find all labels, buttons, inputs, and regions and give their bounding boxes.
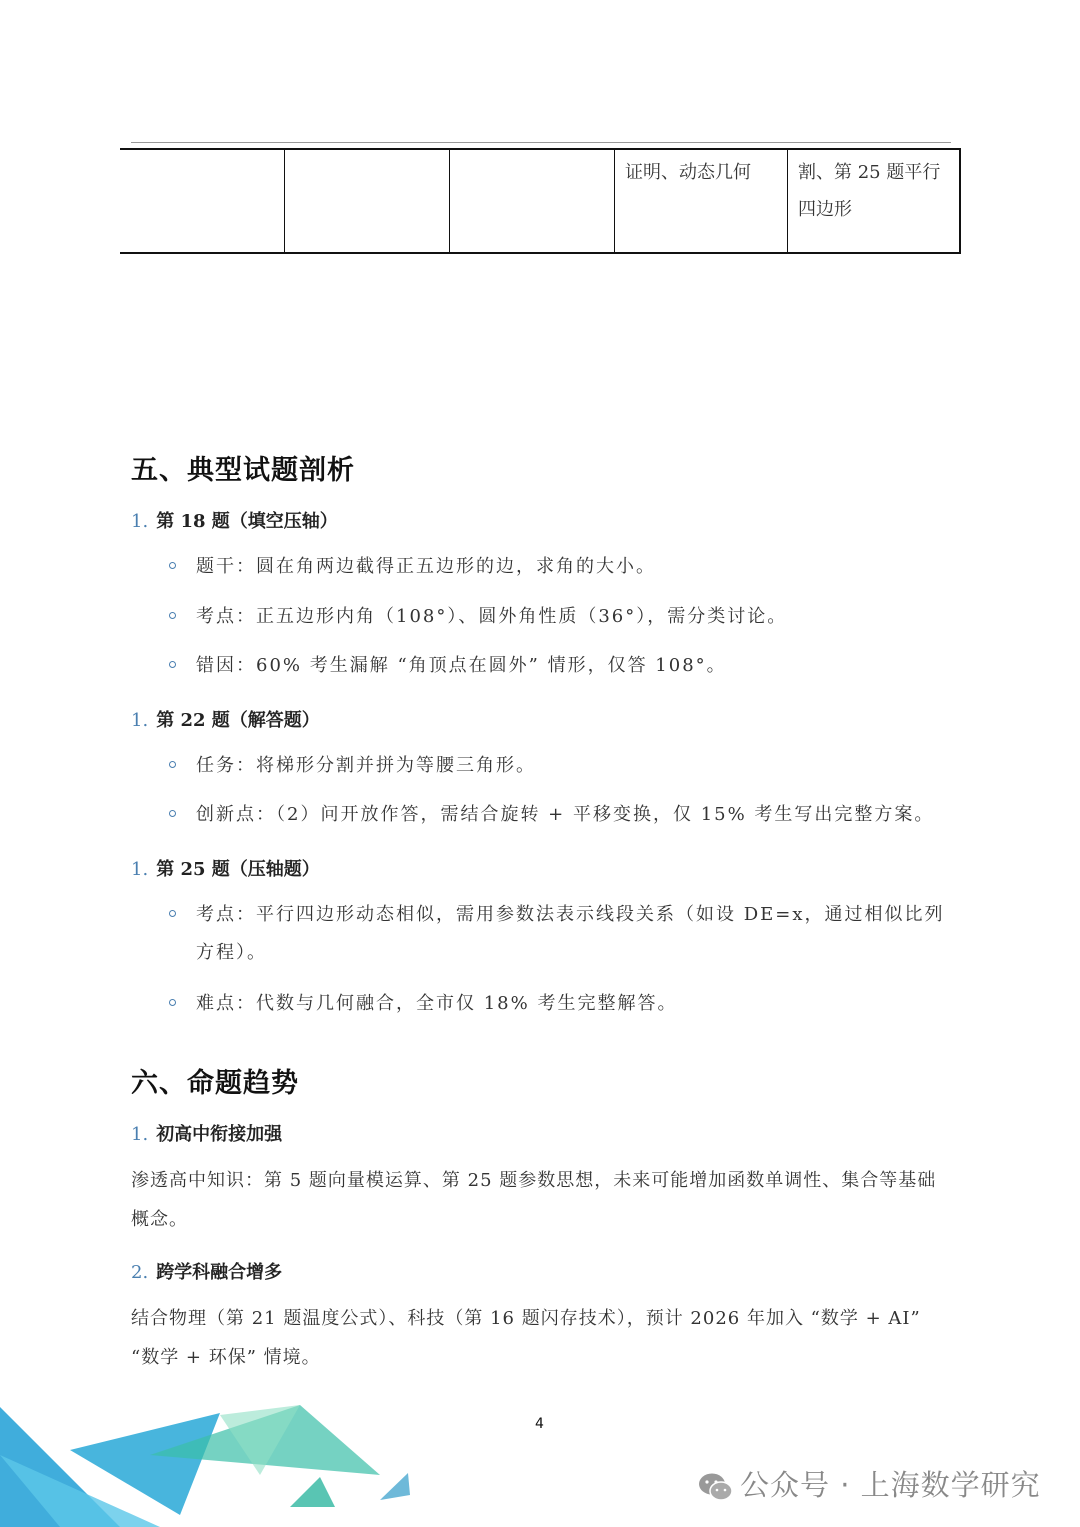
table-cell: 证明、动态几何 xyxy=(615,149,788,253)
item-title: 第 22 题（解答题） xyxy=(156,710,320,731)
item-title: 第 25 题（压轴题） xyxy=(156,859,320,880)
bullet-item: 创新点：（2）问开放作答，需结合旋转 + 平移变换，仅 15% 考生写出完整方案。 xyxy=(169,796,949,834)
bullet-item: 题干：圆在角两边截得正五边形的边，求角的大小。 xyxy=(169,548,949,586)
item-number: 2. xyxy=(131,1262,149,1283)
section-heading: 五、典型试题剖析 xyxy=(131,455,355,486)
deco-triangle xyxy=(290,1477,335,1507)
bullet-item: 考点：平行四边形动态相似，需用参数法表示线段关系（如设 DE=x，通过相似比列方程）。 xyxy=(169,896,949,972)
numbered-item xyxy=(131,855,320,881)
paragraph: 渗透高中知识：第 5 题向量模运算、第 25 题参数思想，未来可能增加函数单调性、集合等基础概念。 xyxy=(131,1170,937,1230)
deco-triangle xyxy=(380,1473,410,1500)
bullet-icon xyxy=(169,910,176,917)
section-heading: 六、命题趋势 xyxy=(131,1068,299,1099)
continued-table xyxy=(120,148,961,254)
watermark xyxy=(698,1463,1041,1504)
numbered-item xyxy=(131,1120,282,1146)
bullet-icon xyxy=(169,562,176,569)
item-number: 1. xyxy=(131,710,149,731)
wechat-icon xyxy=(698,1472,734,1502)
header-rule xyxy=(131,142,951,143)
footer-decoration xyxy=(0,1395,480,1527)
table-row xyxy=(120,149,960,253)
bullet-item: 难点：代数与几何融合，全市仅 18% 考生完整解答。 xyxy=(169,985,949,1023)
numbered-item xyxy=(131,507,338,533)
bullet-item: 考点：正五边形内角（108°）、圆外角性质（36°），需分类讨论。 xyxy=(169,598,949,636)
table-cell: 割、第 25 题平行四边形 xyxy=(788,149,961,253)
bullet-item: 错因：60% 考生漏解 “角顶点在圆外” 情形，仅答 108°。 xyxy=(169,647,949,685)
item-title: 第 18 题（填空压轴） xyxy=(156,511,338,532)
bullet-icon xyxy=(169,999,176,1006)
numbered-item xyxy=(131,1258,282,1284)
table-cell xyxy=(450,149,615,253)
bullet-item: 任务：将梯形分割并拼为等腰三角形。 xyxy=(169,747,949,785)
paragraph: 结合物理（第 21 题温度公式）、科技（第 16 题闪存技术），预计 2026 年加入 “数学 + AI” “数学 + 环保” 情境。 xyxy=(131,1308,921,1368)
bullet-icon xyxy=(169,761,176,768)
watermark-text: 公众号 · 上海数学研究 xyxy=(740,1468,1041,1502)
page-number: 4 xyxy=(535,1416,544,1432)
table-cell xyxy=(285,149,450,253)
table-cell xyxy=(120,149,285,253)
bullet-icon xyxy=(169,612,176,619)
bullet-icon xyxy=(169,810,176,817)
item-number: 1. xyxy=(131,1124,149,1145)
numbered-item xyxy=(131,706,320,732)
item-number: 1. xyxy=(131,859,149,880)
item-title: 初高中衔接加强 xyxy=(156,1124,283,1145)
bullet-icon xyxy=(169,661,176,668)
item-title: 跨学科融合增多 xyxy=(156,1262,283,1283)
item-number: 1. xyxy=(131,511,149,532)
